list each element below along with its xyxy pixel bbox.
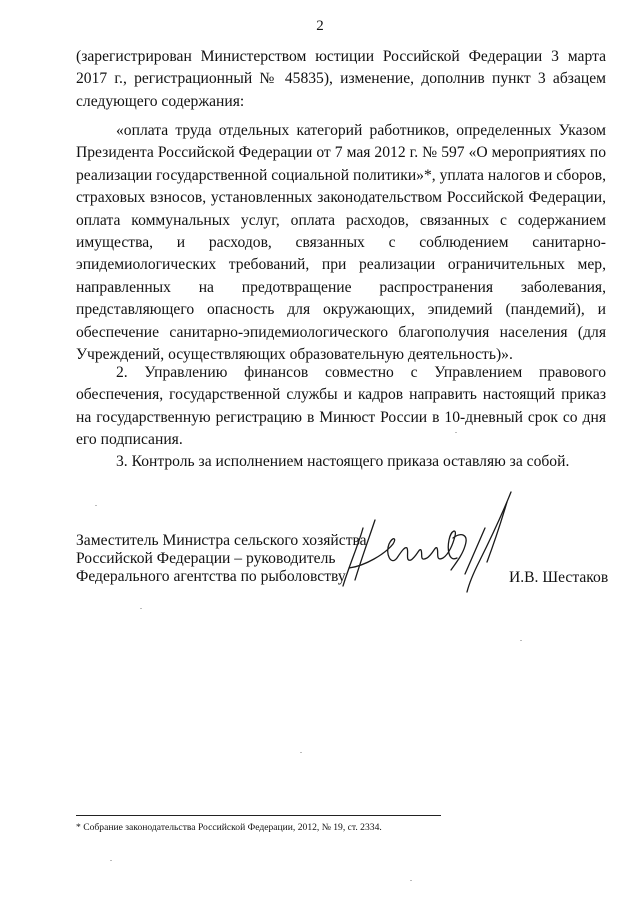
page-number: 2 bbox=[316, 18, 324, 34]
footnote: * Собрание законодательства Российской Федерации, 2012, № 19, ст. 2334. bbox=[76, 822, 382, 833]
scan-speck bbox=[95, 505, 97, 506]
signer-name: И.В. Шестаков bbox=[509, 569, 609, 586]
paragraph-item-2: 2. Управлению финансов совместно с Управлением правового обеспечения, государственной службы и кадров направить настоящий приказ на государственную регистрацию в Минюст России в 10-дневный срок со дня его подписания. bbox=[76, 364, 606, 449]
scan-speck bbox=[300, 752, 302, 753]
paragraph-registration: (зарегистрирован Министерством юстиции Российской Федерации 3 марта 2017 г., регистрационный № 45835), изменение, дополнив пункт 3 абзацем следующего содержания: bbox=[76, 48, 606, 110]
signer-position-line: Федерального агентства по рыболовству bbox=[76, 568, 346, 585]
signer-position-line: Российской Федерации – руководитель bbox=[76, 550, 336, 567]
handwritten-signature bbox=[335, 488, 520, 598]
scan-speck bbox=[140, 608, 142, 609]
scan-speck bbox=[520, 640, 522, 641]
footnote-divider bbox=[76, 815, 441, 816]
scan-speck bbox=[455, 432, 457, 433]
paragraph-item-3: 3. Контроль за исполнением настоящего приказа оставляю за собой. bbox=[116, 453, 570, 470]
scan-speck bbox=[410, 880, 412, 881]
paragraph-amendment-text: «оплата труда отдельных категорий работников, определенных Указом Президента Российской Федерации от 7 мая 2012 г. № 597 «О мероприятиях по реализации государственной социальной политики»*, уплата налогов и сборов, страховых взносов, установленных законодательством Российской Федерации, оплата коммунальных услуг, оплата расходов, связанных с содержанием имущества, и расходов, связанных с соблюдением санитарно-эпидемиологических требований, при реализации ограничительных мер, направленных на предотвращение распространения заболевания, представляющего опасность для окружающих, эпидемий (пандемий), и обеспечение санитарно-эпидемиологического благополучия населения (для Учреждений, осуществляющих образовательную деятельность)». bbox=[76, 122, 606, 364]
signer-position-line: Заместитель Министра сельского хозяйства bbox=[76, 532, 367, 549]
scan-speck bbox=[110, 860, 112, 861]
signer-position bbox=[76, 532, 376, 586]
